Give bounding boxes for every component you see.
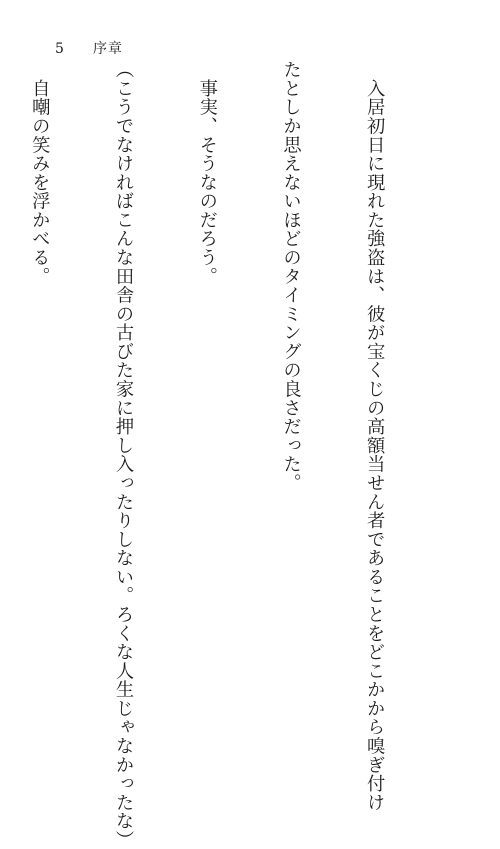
- text-line-2: たとしか思えないほどのタイミングの良さだった。: [280, 60, 302, 493]
- chapter-title: 序章: [93, 41, 123, 57]
- vertical-body-text: [0, 60, 444, 849]
- page-header: [55, 38, 123, 58]
- text-line-1: 入居初日に現れた強盗は、彼が宝くじの高額当せん者であることをどこかから嗅ぎ付け: [364, 60, 386, 812]
- text-line-3: 事実、そうなのだろう。: [196, 60, 218, 286]
- text-line-5: 自嘲の笑みを浮かべる。: [29, 60, 51, 286]
- text-line-4: （こうでなければこんな田舎の古びた家に押し入ったりしない。ろくな人生じゃなかったな）: [113, 60, 135, 849]
- page-number: 5: [55, 41, 64, 57]
